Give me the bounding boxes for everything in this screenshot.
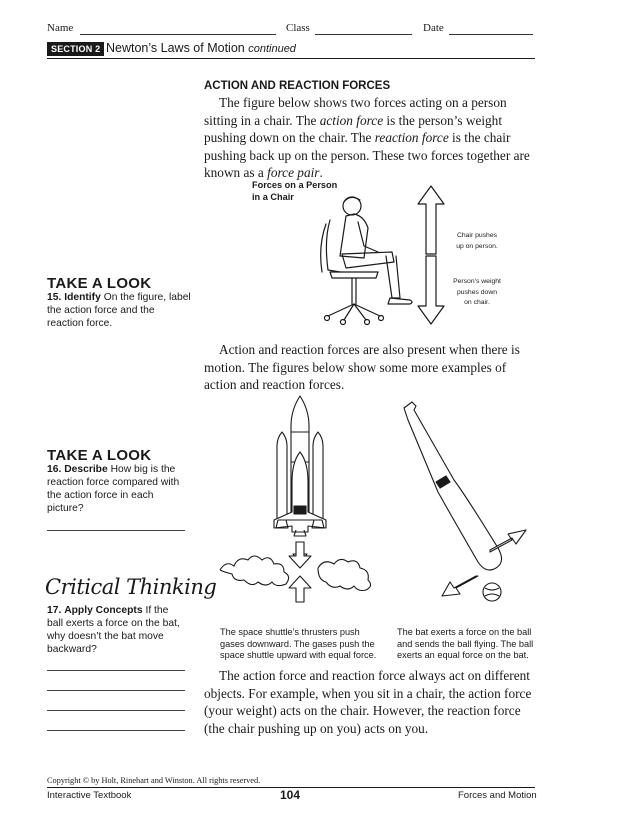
label-down-line1: Person’s weight: [453, 278, 501, 285]
q17-label: Apply Concepts: [64, 605, 143, 616]
date-field[interactable]: [449, 22, 533, 35]
answer-line-17-4[interactable]: [47, 730, 185, 731]
figure1-title-line1: Forces on a Person: [252, 180, 338, 190]
q17-number: 17.: [47, 605, 62, 616]
label-weight-pushes-down: [446, 277, 508, 309]
footer-left: Interactive Textbook: [47, 790, 132, 801]
header-rule: [47, 58, 535, 59]
paragraph-1-text: is the person’s weight pushing down on the chair. The: [204, 112, 503, 146]
question-16: [47, 463, 187, 515]
paragraph-1-text: The figure below shows two forces acting on a person sitting in a chair. The: [204, 95, 507, 128]
footer-right: Forces and Motion: [458, 790, 537, 801]
name-field[interactable]: [80, 22, 276, 35]
paragraph-1: [204, 94, 537, 182]
paragraph-1-text: is the chair pushing back up on the person. These two forces together are known as a: [204, 130, 530, 181]
person-in-chair-illustration: [300, 188, 422, 328]
caption-space-shuttle: The space shuttle’s thrusters push gases downward. The gases push the space shuttle upward with equal force.: [220, 627, 377, 660]
space-shuttle-illustration: [216, 392, 386, 624]
q15-number: 15.: [47, 292, 62, 303]
section-title: [106, 41, 296, 55]
label-down-line2: pushes down: [456, 288, 498, 296]
paragraph-1-text: .: [319, 165, 323, 181]
label-up-line1: Chair pushes: [456, 232, 498, 239]
answer-line-17-3[interactable]: [47, 710, 185, 711]
bat-and-ball-illustration: [392, 398, 542, 608]
copyright-notice: Copyright © by Holt, Rinehart and Winston. All rights reserved.: [47, 776, 261, 785]
section-heading: ACTION AND REACTION FORCES: [204, 80, 391, 92]
section-badge: SECTION 2: [47, 42, 104, 56]
italic-term: force pair: [267, 165, 320, 181]
take-a-look-heading-16: TAKE A LOOK: [47, 447, 152, 464]
continued-label: continued: [248, 43, 296, 55]
page-number: 104: [280, 788, 301, 802]
question-15: [47, 291, 193, 330]
q16-text: How big is the reaction force compared with the action force in each picture?: [47, 464, 180, 514]
answer-line-17-2[interactable]: [47, 690, 185, 691]
italic-term: action force: [319, 112, 384, 128]
italic-term: reaction force: [374, 130, 449, 146]
label-down-line3: on chair.: [464, 299, 490, 306]
caption-bat: The bat exerts a force on the ball and sends the ball flying. The ball exerts an equal force on the bat.: [397, 627, 534, 660]
class-label: Class: [286, 22, 310, 34]
label-chair-pushes-up: [446, 231, 508, 252]
question-17: [47, 604, 187, 656]
answer-line-16[interactable]: [47, 530, 185, 531]
q15-text: On the figure, label the action force and the reaction force.: [47, 292, 191, 329]
date-label: Date: [423, 22, 444, 34]
figure1-title-line2: in a Chair: [252, 191, 294, 202]
section-title-text: Newton’s Laws of Motion: [106, 41, 245, 55]
take-a-look-heading-15: TAKE A LOOK: [47, 275, 152, 292]
q16-number: 16.: [47, 464, 62, 475]
paragraph-2: Action and reaction forces are also present when there is motion. The figures below show some more examples of action and reaction forces.: [204, 342, 520, 393]
critical-thinking-heading: Critical Thinking: [45, 575, 217, 599]
q15-label: Identify: [64, 292, 101, 303]
force-pair-arrows: [414, 184, 448, 326]
q17-text: If the ball exerts a force on the bat, why doesn’t the bat move backward?: [47, 605, 180, 655]
q16-label: Describe: [64, 464, 108, 475]
name-label: Name: [47, 22, 74, 34]
label-up-line2: up on person.: [456, 242, 498, 250]
paragraph-3: The action force and reaction force always act on different objects. For example, when you sit in a chair, the action force (your weight) acts on the chair. However, the reaction force (the chair pushing up on you) acts on you.: [204, 668, 532, 736]
answer-line-17-1[interactable]: [47, 670, 185, 671]
class-field[interactable]: [315, 22, 412, 35]
